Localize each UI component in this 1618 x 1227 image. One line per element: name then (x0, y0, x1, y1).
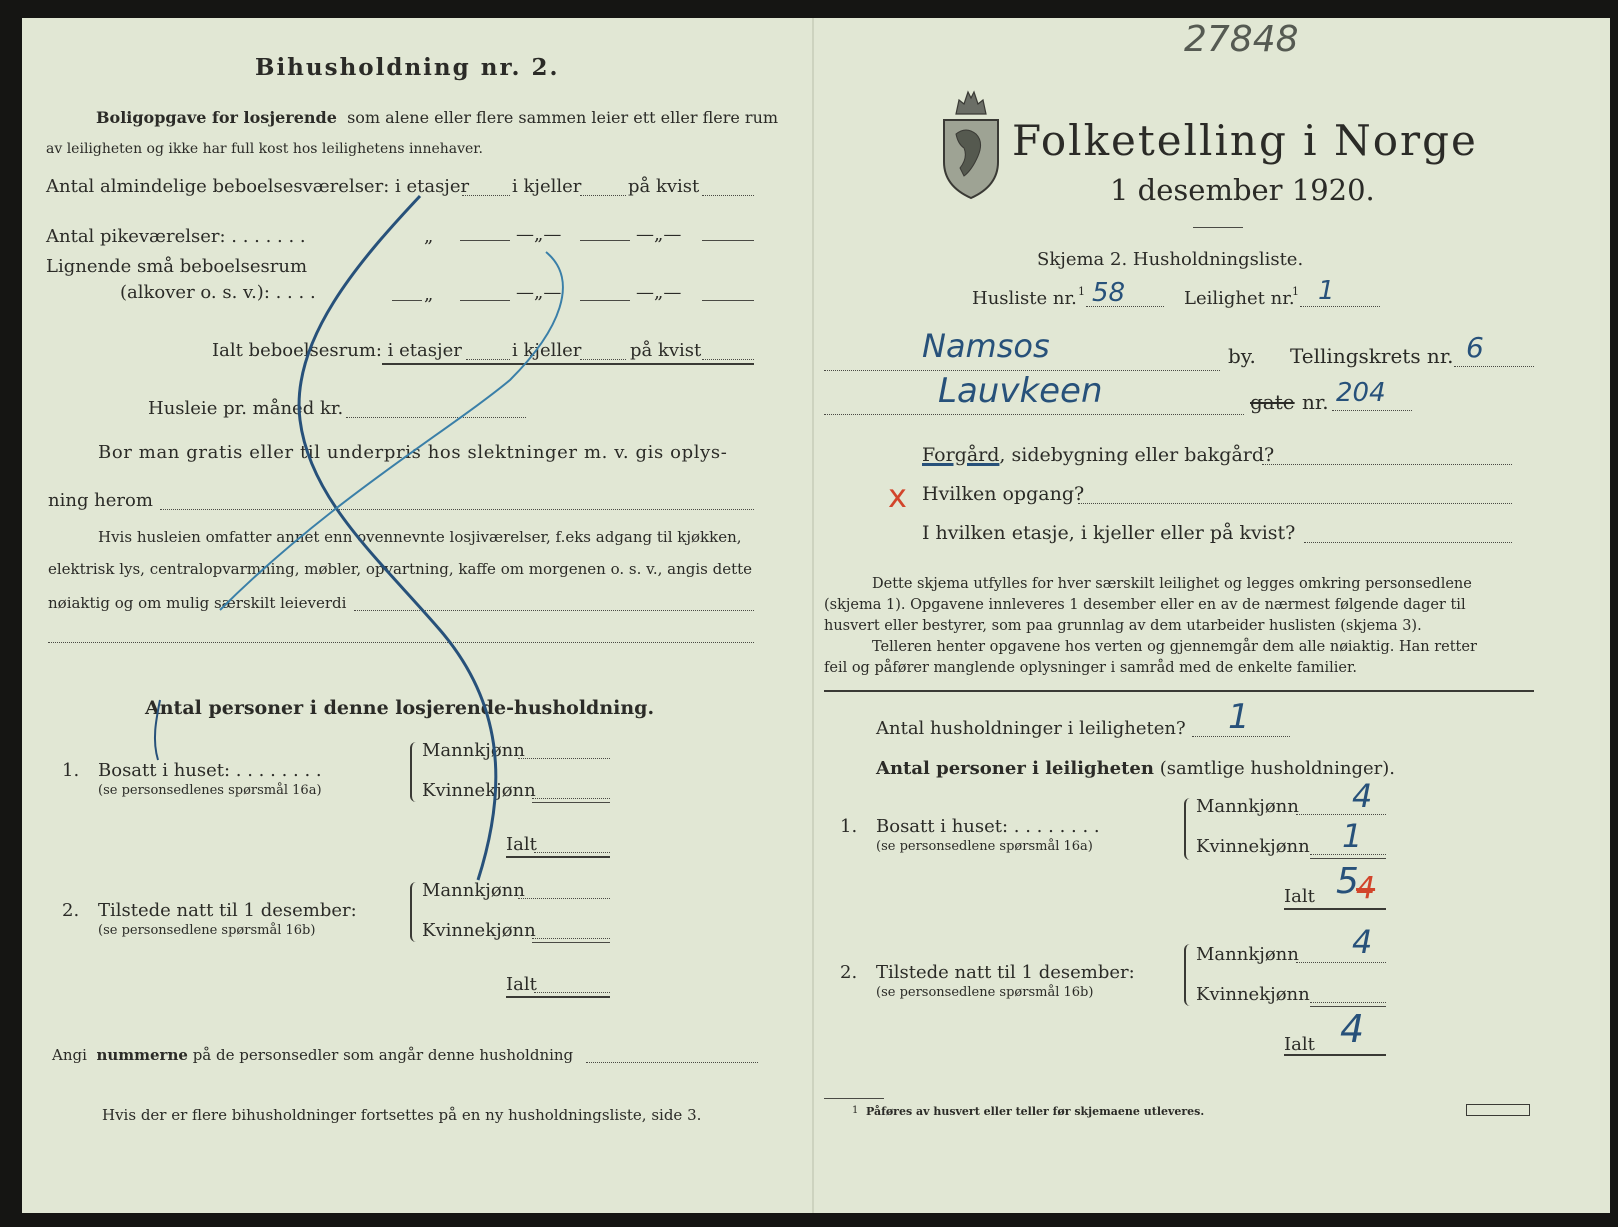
right-item2-ialt-value: 4 (1340, 1007, 1365, 1051)
forgard-underlined: Forgård (922, 444, 1000, 466)
right-item1-mann-value: 4 (1352, 777, 1373, 815)
tellingskrets-value: 6 (1466, 331, 1484, 364)
footnote-text: Påføres av husvert eller teller før skjemaene utleveres. (866, 1105, 1205, 1118)
hvis-line2: elektrisk lys, centralopvarmning, møbler, opvartning, kaffe om morgenen o. s. v., angis dette (48, 560, 753, 578)
intro-line2: av leiligheten og ikke har full kost hos leilighetens innehaver. (46, 141, 483, 157)
gratis-line1: Bor man gratis eller til underpris hos slektninger m. v. gis oplys- (98, 442, 728, 463)
red-x-mark: x (888, 477, 907, 515)
right-item2-num: 2. (840, 962, 858, 983)
hvis-line3: nøiaktig og om mulig særskilt leieverdi (48, 594, 347, 612)
lignende-label: Lignende små beboelsesrum (46, 256, 308, 277)
i-kjeller-label: i kjeller (512, 176, 582, 197)
dash-comma: —„— (636, 224, 682, 245)
personer-rest: (samtlige husholdninger). (1159, 758, 1396, 779)
right-item1-label: Bosatt i huset: . . . . . . . . (876, 816, 1100, 837)
left-item2-kvinne: Kvinnekjønn (422, 920, 536, 941)
para1-line1: Dette skjema utfylles for hver særskilt leilighet og legges omkring personsedlene (872, 576, 1472, 592)
right-item1-mann: Mannkjønn (1196, 796, 1299, 817)
ialt-beboelsesrum-label: Ialt beboelsesrum: i etasjer (212, 340, 462, 361)
paa-kvist-label: på kvist (630, 340, 702, 361)
right-item1-ialt: Ialt (1284, 886, 1315, 907)
left-item1-label: Bosatt i huset: . . . . . . . . (98, 760, 322, 781)
para2-line2: feil og påfører manglende oplysninger i samråd med de enkelte familier. (824, 660, 1357, 676)
husleie-label: Husleie pr. måned kr. (148, 398, 344, 419)
census-date: 1 desember 1920. (1110, 173, 1375, 207)
by-label: by. (1228, 344, 1256, 368)
right-item1-ialt-struck: 4 (1356, 871, 1376, 906)
right-item1-kvinne-value: 1 (1342, 817, 1363, 855)
etasje-label: I hvilken etasje, i kjeller eller på kvist? (922, 522, 1296, 544)
alkover-label: (alkover o. s. v.): . . . . (120, 282, 316, 303)
gate-nr-value: 204 (1336, 378, 1386, 408)
left-item2-label: Tilstede natt til 1 desember: (98, 900, 357, 921)
left-footer: Hvis der er flere bihusholdninger fortsettes på en ny husholdningsliste, side 3. (102, 1106, 702, 1124)
gratis-line2: ning herom (48, 490, 153, 511)
left-item1-num: 1. (62, 760, 80, 781)
bihusholdning-title: Bihusholdning nr. 2. (255, 54, 560, 81)
angi-pre: Angi (52, 1046, 87, 1064)
antal-label: Antal almindelige beboelsesværelser: i etasjer (46, 176, 470, 197)
para2-line1: Telleren henter opgavene hos verten og gjennemgår dem alle nøiaktig. Han retter (872, 639, 1477, 655)
right-item2-ialt: Ialt (1284, 1034, 1315, 1055)
left-item2-ialt: Ialt (506, 974, 537, 995)
angi-post: på de personsedler som angår denne husholdning (192, 1046, 574, 1064)
husliste-sup: 1 (1078, 285, 1085, 298)
right-item1-ialt-value: 5 (1336, 861, 1359, 902)
hvis-line1: Hvis husleien omfatter annet enn ovennevnte losjiværelser, f.eks adgang til kjøkken, (98, 528, 742, 546)
husliste-value: 58 (1092, 278, 1126, 308)
dash-comma: —„— (516, 224, 562, 245)
schema-label: Skjema 2. Husholdningsliste. (1037, 249, 1304, 270)
leilighet-label: Leilighet nr. (1184, 288, 1295, 309)
left-item1-sub: (se personsedlenes spørsmål 16a) (98, 783, 322, 798)
gate-nr-label: nr. (1302, 390, 1329, 414)
tellingskrets-label: Tellingskrets nr. (1290, 344, 1454, 368)
gate-label-struck: gate (1250, 390, 1295, 414)
para1-line3: husvert eller bestyrer, som paa grunnlag av dem utarbeider huslisten (skjema 3). (824, 618, 1422, 634)
intro-bold: Boligopgave for losjerende (96, 108, 337, 127)
right-item1-sub: (se personsedlene spørsmål 16a) (876, 839, 1093, 854)
i-kjeller-label: i kjeller (512, 340, 582, 361)
leilighet-value: 1 (1318, 276, 1335, 306)
husholdninger-value: 1 (1228, 697, 1250, 737)
pike-label: Antal pikeværelser: . . . . . . . (46, 226, 306, 247)
right-item2-mann-value: 4 (1352, 923, 1373, 961)
right-item2-kvinne: Kvinnekjønn (1196, 984, 1310, 1005)
left-item1-kvinne: Kvinnekjønn (422, 780, 536, 801)
intro-rest: som alene eller flere sammen leier ett eller flere rum (347, 108, 779, 127)
husholdninger-label: Antal husholdninger i leiligheten? (876, 718, 1186, 739)
corner-archive-number: 27848 (1184, 19, 1299, 60)
right-item1-num: 1. (840, 816, 858, 837)
footnote-num: 1 (852, 1105, 859, 1116)
left-item1-ialt: Ialt (506, 834, 537, 855)
right-item1-kvinne: Kvinnekjønn (1196, 836, 1310, 857)
ditto-mark: „ (424, 284, 434, 305)
forgard-rest: , sidebygning eller bakgård? (999, 444, 1275, 466)
left-item2-num: 2. (62, 900, 80, 921)
dash-comma: —„— (636, 282, 682, 303)
left-item1-mann: Mannkjønn (422, 740, 525, 761)
street-value: Lauvkeen (938, 371, 1103, 411)
opgang-label: Hvilken opgang? (922, 483, 1085, 505)
angi-bold: nummerne (96, 1046, 188, 1064)
right-item2-label: Tilstede natt til 1 desember: (876, 962, 1135, 983)
folketelling-title: Folketelling i Norge (1012, 116, 1478, 165)
right-item2-mann: Mannkjønn (1196, 944, 1299, 965)
dash-comma: —„— (516, 282, 562, 303)
city-value: Namsos (922, 327, 1050, 365)
para1-line2: (skjema 1). Opgavene innleveres 1 desember eller en av de nærmest følgende dager til (824, 597, 1466, 613)
left-item2-sub: (se personsedlene spørsmål 16b) (98, 923, 316, 938)
personer-bold: Antal personer i leiligheten (876, 758, 1154, 779)
leilighet-sup: 1 (1292, 285, 1299, 298)
paa-kvist-label: på kvist (628, 176, 700, 197)
antal-personer-heading: Antal personer i denne losjerende-husholdning. (145, 697, 655, 719)
husliste-label: Husliste nr. (972, 288, 1077, 309)
ditto-mark: „ (424, 226, 434, 247)
right-item2-sub: (se personsedlene spørsmål 16b) (876, 985, 1094, 1000)
left-item2-mann: Mannkjønn (422, 880, 525, 901)
